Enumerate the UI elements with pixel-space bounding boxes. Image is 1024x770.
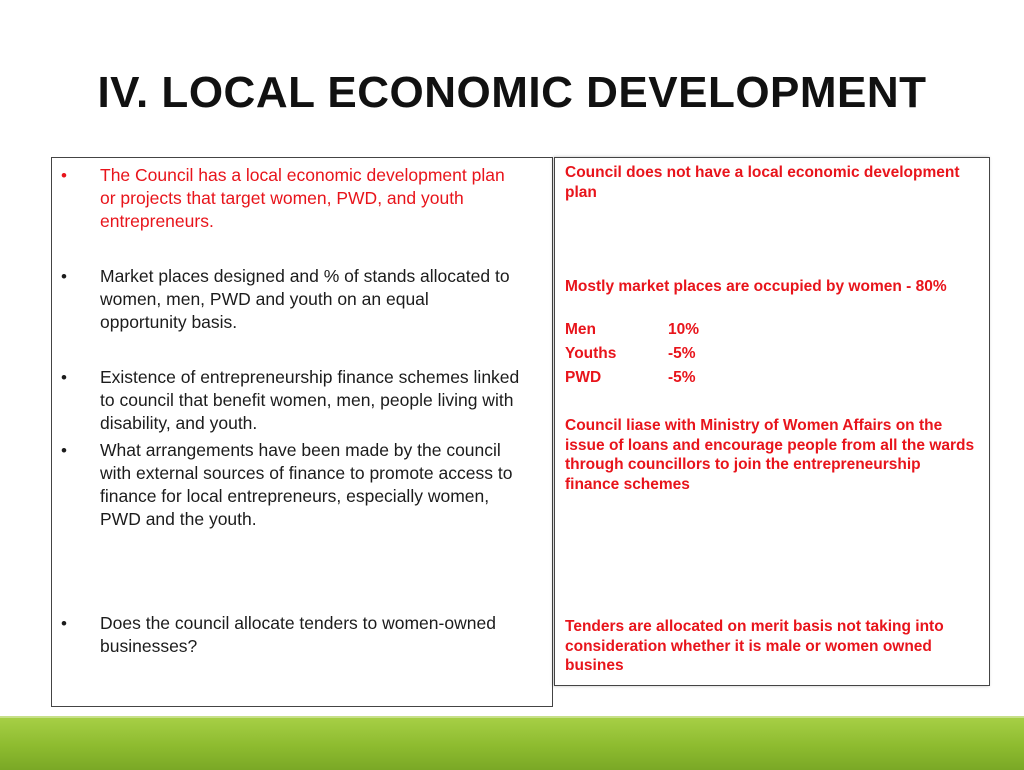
questions-panel bbox=[51, 157, 553, 707]
response-tenders: Tenders are allocated on merit basis not taking into consideration whether it is male or women owned busines bbox=[565, 618, 944, 674]
question-text: Does the council allocate tenders to women-owned businesses? bbox=[100, 613, 496, 656]
footer-bar bbox=[0, 716, 1024, 770]
response-market-intro: Mostly market places are occupied by women - 80% bbox=[565, 278, 947, 295]
market-stat-row bbox=[565, 321, 865, 341]
question-text: Existence of entrepreneurship finance schemes linked to council that benefit women, men, people living with disability, and youth. bbox=[100, 367, 520, 433]
slide-title: IV. LOCAL ECONOMIC DEVELOPMENT bbox=[97, 68, 927, 117]
response-plan: Council does not have a local economic development plan bbox=[565, 164, 960, 201]
bullet: • bbox=[61, 166, 67, 185]
question-text: What arrangements have been made by the council with external sources of finance to promote access to finance for local entrepreneurs, especially women, PWD and the youth. bbox=[100, 440, 513, 529]
stat-label: Youths bbox=[565, 345, 617, 362]
question-text: The Council has a local economic development plan or projects that target women, PWD, and youth entrepreneurs. bbox=[100, 165, 505, 231]
question-text: Market places designed and % of stands allocated to women, men, PWD and youth on an equal opportunity basis. bbox=[100, 266, 510, 332]
bullet: • bbox=[61, 614, 67, 633]
market-stat-row bbox=[565, 345, 865, 365]
bullet: • bbox=[61, 441, 67, 460]
response-finance: Council liase with Ministry of Women Affairs on the issue of loans and encourage people from all the wards through councillors to join the entrepreneurship finance schemes bbox=[565, 417, 975, 493]
stat-value: 10% bbox=[668, 321, 700, 338]
stat-value: -5% bbox=[668, 369, 696, 386]
stat-label: PWD bbox=[565, 369, 602, 386]
market-stat-row bbox=[565, 369, 865, 389]
responses-panel bbox=[554, 157, 990, 686]
bullet: • bbox=[61, 267, 67, 286]
stat-value: -5% bbox=[668, 345, 696, 362]
bullet: • bbox=[61, 368, 67, 387]
stat-label: Men bbox=[565, 321, 596, 338]
